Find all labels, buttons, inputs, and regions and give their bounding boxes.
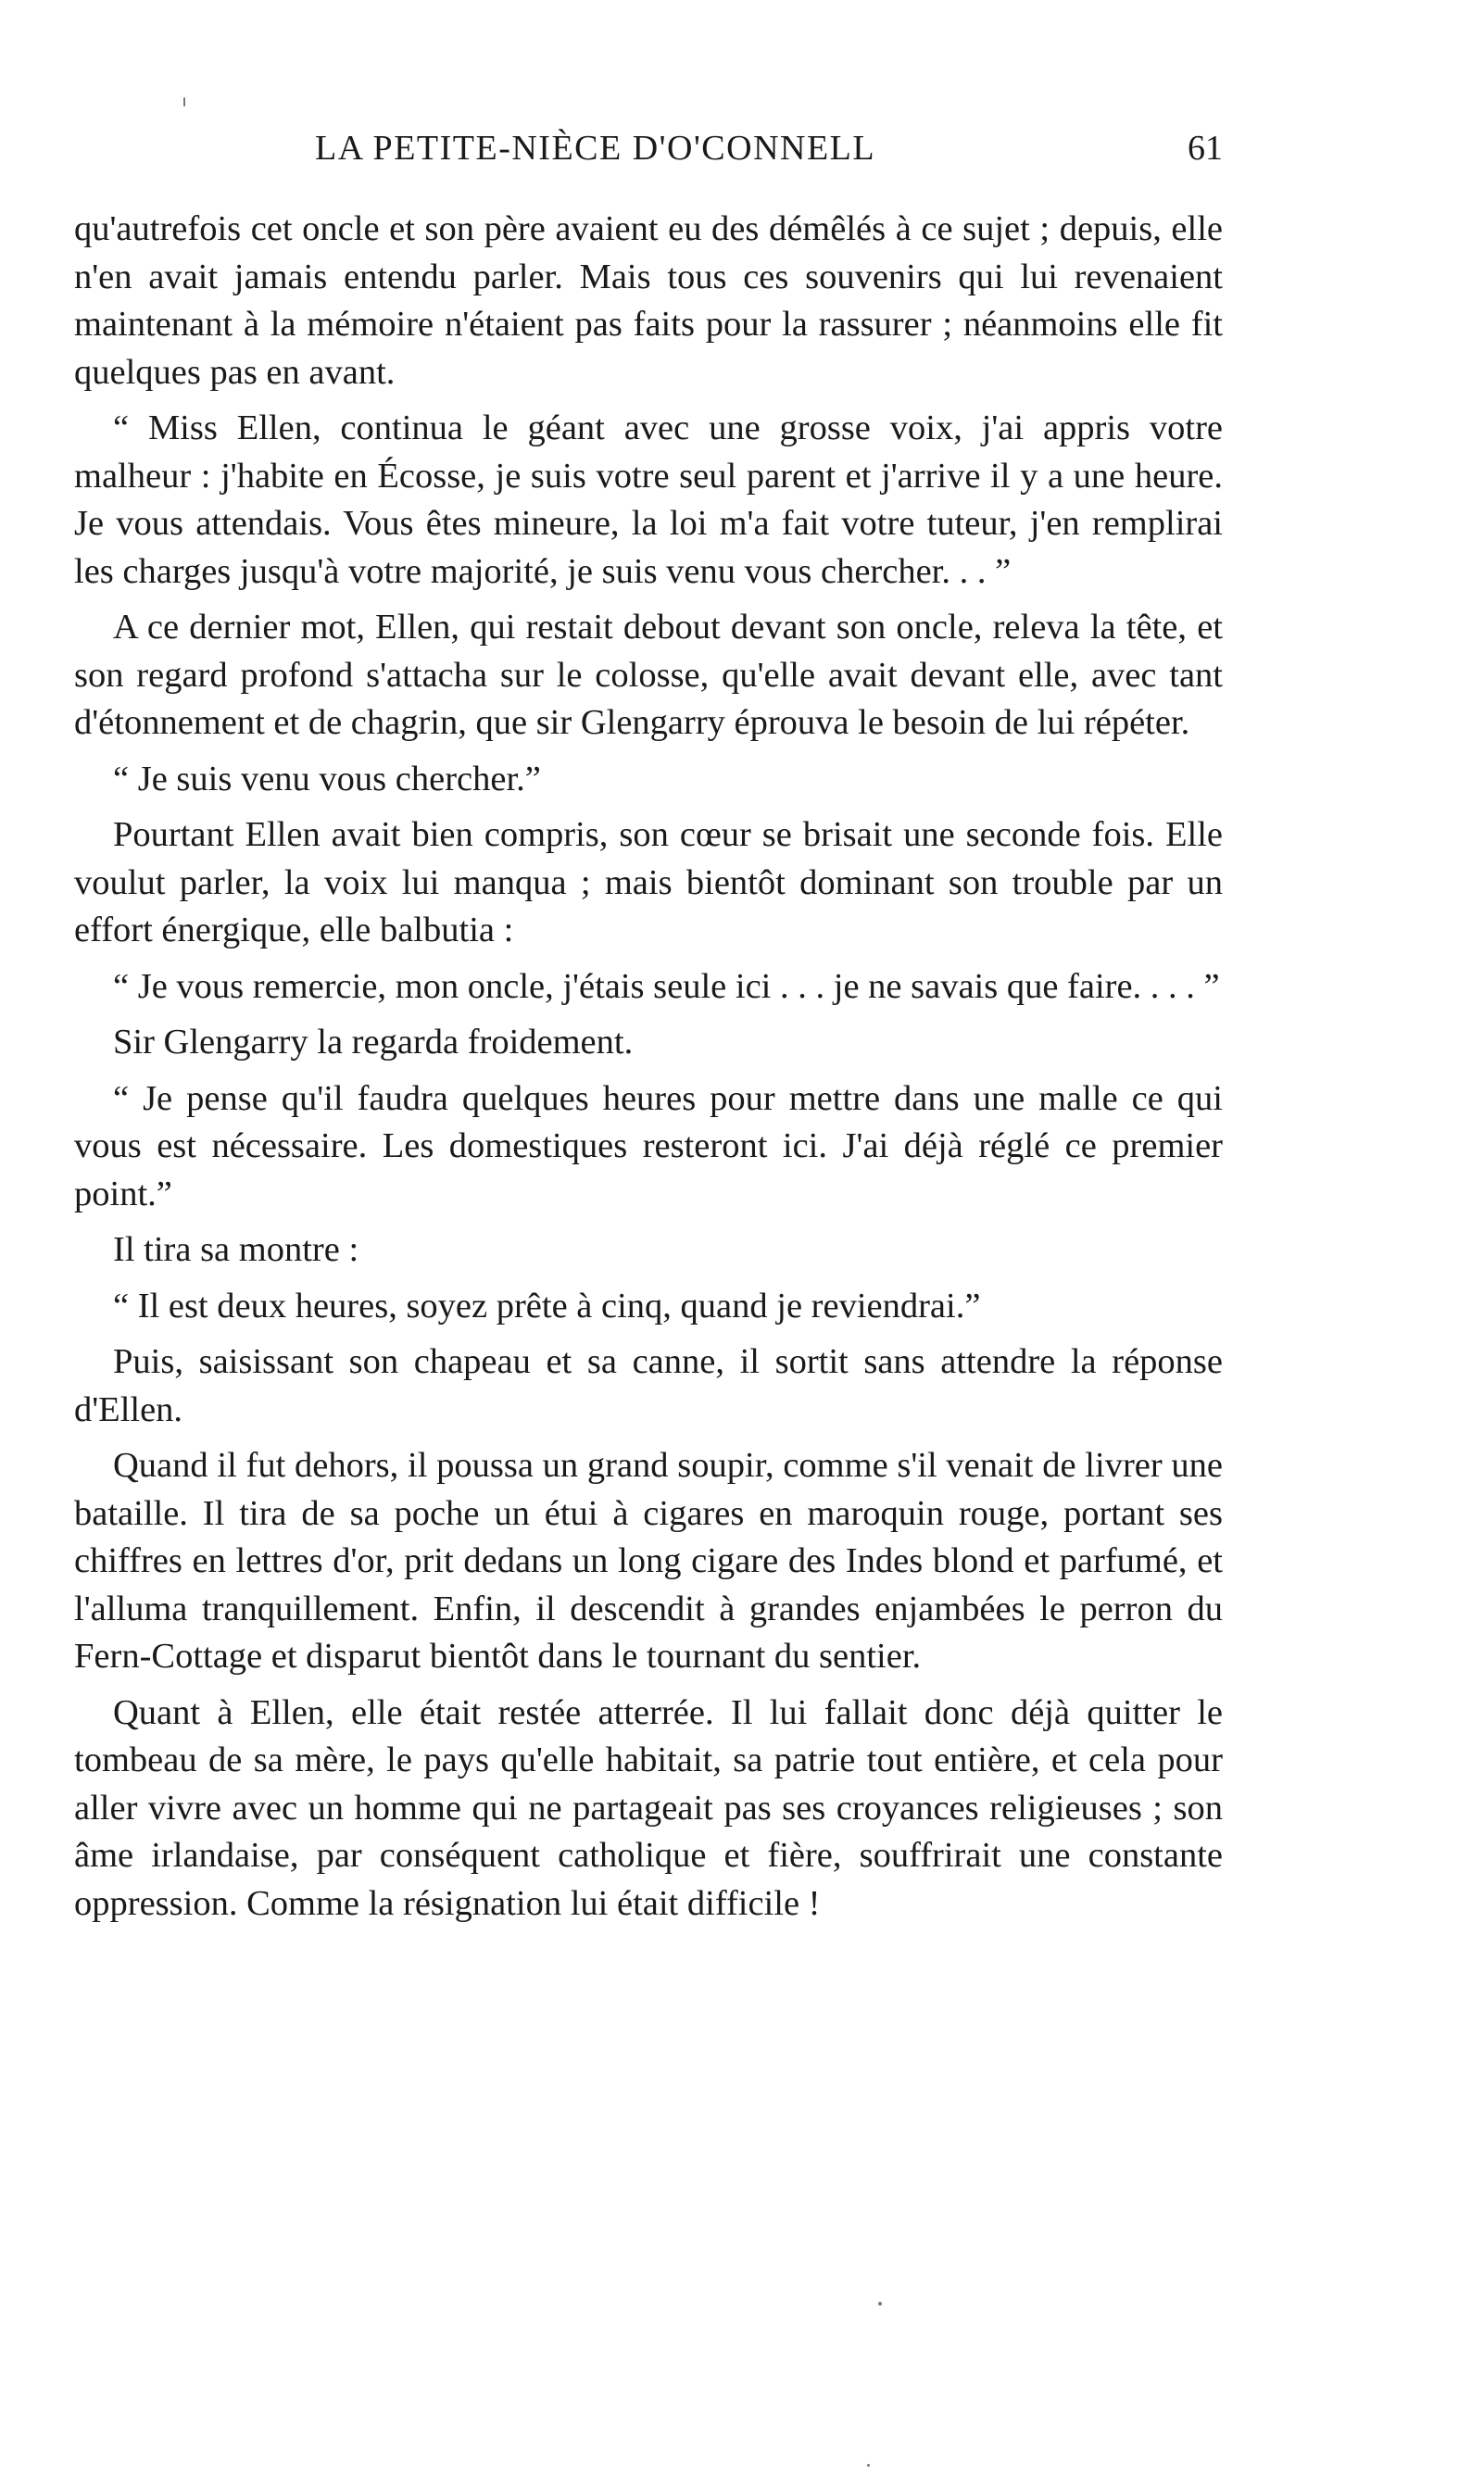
page-number: 61	[1188, 129, 1223, 168]
paragraph: Il tira sa montre :	[113, 1230, 359, 1269]
paper-speck	[867, 2464, 870, 2467]
paper-speck	[183, 97, 185, 107]
paragraph: “ Il est deux heures, soyez prête à cinq, quand je reviendrai.”	[113, 1286, 981, 1326]
paragraph: “ Je suis venu vous chercher.”	[113, 759, 541, 798]
paragraph: Puis, saisissant son chapeau et sa canne, il sortit sans attendre la réponse d'Ellen.	[74, 1342, 1223, 1429]
body-text	[74, 206, 1223, 1936]
paragraph: qu'autrefois cet oncle et son père avaient eu des démêlés à ce sujet ; depuis, elle n'en avait jamais entendu parler. Mais tous ces souvenirs qui lui revenaient maintenant à la mémoire n'étaient pas faits pour la rassurer ; néanmoins elle fit quelques pas en avant.	[74, 209, 1223, 392]
paragraph: Pourtant Ellen avait bien compris, son cœur se brisait une seconde fois. Elle voulut parler, la voix lui manqua ; mais bientôt dominant son trouble par un effort énergique, elle balbutia :	[74, 815, 1223, 949]
running-head	[74, 128, 1223, 183]
paragraph: Quant à Ellen, elle était restée atterrée. Il lui fallait donc déjà quitter le tombeau de sa mère, le pays qu'elle habitait, sa patrie tout entière, et cela pour aller vivre avec un homme qui ne partageait pas ses croyances religieuses ; son âme irlandaise, par conséquent catholique et fière, souffrirait une constante oppression. Comme la résignation lui était difficile !	[74, 1692, 1223, 1923]
paragraph: “ Miss Ellen, continua le géant avec une grosse voix, j'ai appris votre malheur : j'habite en Écosse, je suis votre seul parent et j'arrive il y a une heure. Je vous attendais. Vous êtes mineure, la loi m'a fait votre tuteur, j'en remplirai les charges jusqu'à votre majorité, je suis venu vous chercher. . . ”	[74, 408, 1223, 591]
paragraph: Sir Glengarry la regarda froidement.	[113, 1023, 634, 1062]
running-title: LA PETITE-NIÈCE D'O'CONNELL	[315, 129, 876, 168]
paragraph: A ce dernier mot, Ellen, qui restait debout devant son oncle, releva la tête, et son regard profond s'attacha sur le colosse, qu'elle avait devant elle, avec tant d'étonnement et de chagrin, que sir Glengarry éprouva le besoin de lui répéter.	[74, 608, 1223, 742]
paper-speck	[878, 2302, 882, 2306]
paragraph: Quand il fut dehors, il poussa un grand soupir, comme s'il venait de livrer une bataille. Il tira de sa poche un étui à cigares en maroquin rouge, portant ses chiffres en lettres d'or, prit dedans un long cigare des Indes blond et parfumé, et l'alluma tranquillement. Enfin, il descendit à grandes enjambées le perron du Fern-Cottage et disparut bientôt dans le tournant du sentier.	[74, 1446, 1223, 1676]
paragraph: “ Je vous remercie, mon oncle, j'étais seule ici . . . je ne savais que faire. . . . ”	[113, 966, 1220, 1006]
paragraph: “ Je pense qu'il faudra quelques heures pour mettre dans une malle ce qui vous est nécessaire. Les domestiques resteront ici. J'ai déjà réglé ce premier point.”	[74, 1078, 1223, 1213]
